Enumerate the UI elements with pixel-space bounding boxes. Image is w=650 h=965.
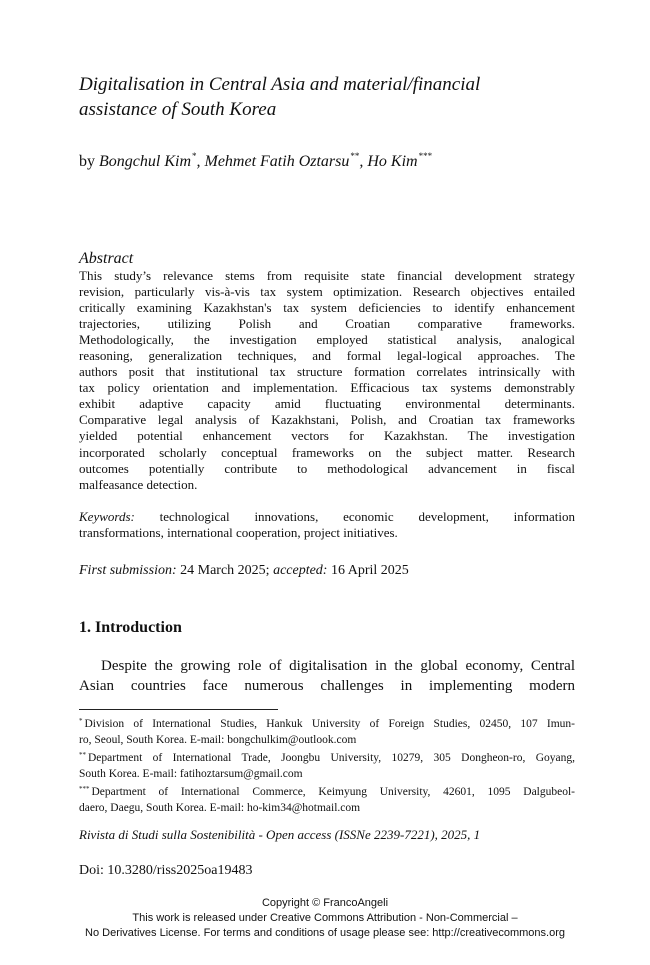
author-mark: * <box>192 151 197 161</box>
intro-line: Asian countries face numerous challenges in implementing modern <box>79 678 575 694</box>
footnote-line <box>79 782 575 801</box>
copyright-line: This work is released under Creative Commons Attribution - Non-Commercial – <box>132 912 518 924</box>
footnote-rule <box>79 709 278 710</box>
abstract-line: Comparative legal analysis of Kazakhstani, Polish, and Croatian tax frameworks <box>79 412 575 428</box>
byline-prefix: by <box>79 153 95 170</box>
title-line: Digitalisation in Central Asia and material/financial <box>79 74 481 95</box>
abstract-line: critically examining Kazakhstan's tax system deficiencies to identify enhancement <box>79 300 575 316</box>
footnote-text: Department of International Trade, Joongbu University, 10279, 305 Dongheon-ro, Goyang, <box>88 752 575 764</box>
footnotes <box>79 714 575 816</box>
keywords-line <box>79 509 575 525</box>
author-sep: , <box>196 153 205 170</box>
abstract-line: This study’s relevance stems from requisite state financial development strategy <box>79 268 575 283</box>
paper-title <box>79 72 579 122</box>
intro-line: Despite the growing role of digitalisation in the global economy, Central <box>101 658 575 674</box>
author-mark: *** <box>418 151 433 161</box>
abstract-line: outcomes potentially contribute to methodological advancement in fiscal <box>79 460 575 476</box>
section-heading: 1. Introduction <box>79 619 182 636</box>
abstract-line: exhibit adaptive capacity amid fluctuating environmental determinants. <box>79 396 575 412</box>
author-name: Mehmet Fatih Oztarsu <box>204 153 350 170</box>
doi: Doi: 10.3280/riss2025oa19483 <box>79 863 253 878</box>
abstract-line: malfeasance detection. <box>79 476 198 492</box>
copyright-notice <box>0 896 650 941</box>
author-mark: ** <box>350 151 360 161</box>
abstract-line: reasoning, generalization techniques, and formal legal-logical approaches. The <box>79 348 575 364</box>
keywords-line: transformations, international cooperation, project initiatives. <box>79 525 398 541</box>
author-name: Ho Kim <box>367 153 418 170</box>
abstract-body <box>79 268 575 493</box>
abstract-line: incorporated scholarly conceptual frameworks on the subject matter. Research <box>79 444 575 460</box>
submission-dates <box>79 562 409 580</box>
footnote-line: ro, Seoul, South Korea. E-mail: bongchulkim@outlook.com <box>79 733 357 746</box>
footnote-text: Department of International Commerce, Keimyung University, 42601, 1095 Dalgubeol- <box>91 786 575 798</box>
copyright-line: Copyright © FrancoAngeli <box>261 897 389 909</box>
footnote-mark: *** <box>79 785 90 793</box>
first-submission-label: First submission: <box>79 563 177 578</box>
abstract-heading: Abstract <box>79 250 134 267</box>
footnote-line: daero, Daegu, South Korea. E-mail: ho-kim34@hotmail.com <box>79 801 361 814</box>
title-line: assistance of South Korea <box>79 99 277 120</box>
footnote-line: South Korea. E-mail: fatihoztarsum@gmail.com <box>79 767 303 780</box>
keywords-label: Keywords: <box>79 509 135 524</box>
footnote-mark: ** <box>79 751 86 759</box>
keywords-text: technological innovations, economic development, information <box>159 509 575 524</box>
author-sep: , <box>359 153 368 170</box>
copyright-line: No Derivatives License. For terms and conditions of usage please see: http://creativecommons.org <box>85 927 565 939</box>
keywords <box>79 509 575 541</box>
footnote-line <box>79 714 575 733</box>
first-submission-date: 24 March 2025; <box>180 563 270 578</box>
footnote-text: Division of International Studies, Hankuk University of Foreign Studies, 02450, 107 Imun- <box>84 718 575 730</box>
abstract-line: tax policy orientation and implementation. Efficacious tax systems demonstrably <box>79 380 575 396</box>
accepted-date: 16 April 2025 <box>330 563 409 578</box>
abstract-line: authors posit that institutional tax structure formation correlates intrinsically with <box>79 364 575 380</box>
abstract-line: revision, particularly vis-à-vis tax system optimization. Research objectives entailed <box>79 284 575 300</box>
abstract-line: yielded potential enhancement vectors for Kazakhstan. The investigation <box>79 428 575 444</box>
abstract-line: trajectories, utilizing Polish and Croatian comparative frameworks. <box>79 316 575 332</box>
accepted-label: accepted: <box>273 563 328 578</box>
author-name: Bongchul Kim <box>99 153 191 170</box>
footnote-mark: * <box>79 717 83 725</box>
abstract-line: Methodologically, the investigation employed statistical analysis, analogical <box>79 332 575 348</box>
intro-paragraph <box>79 656 575 696</box>
footnote-line <box>79 748 575 767</box>
journal-citation: Rivista di Studi sulla Sostenibilità - Open access (ISSNe 2239-7221), 2025, 1 <box>79 827 481 842</box>
author-byline <box>79 146 432 172</box>
